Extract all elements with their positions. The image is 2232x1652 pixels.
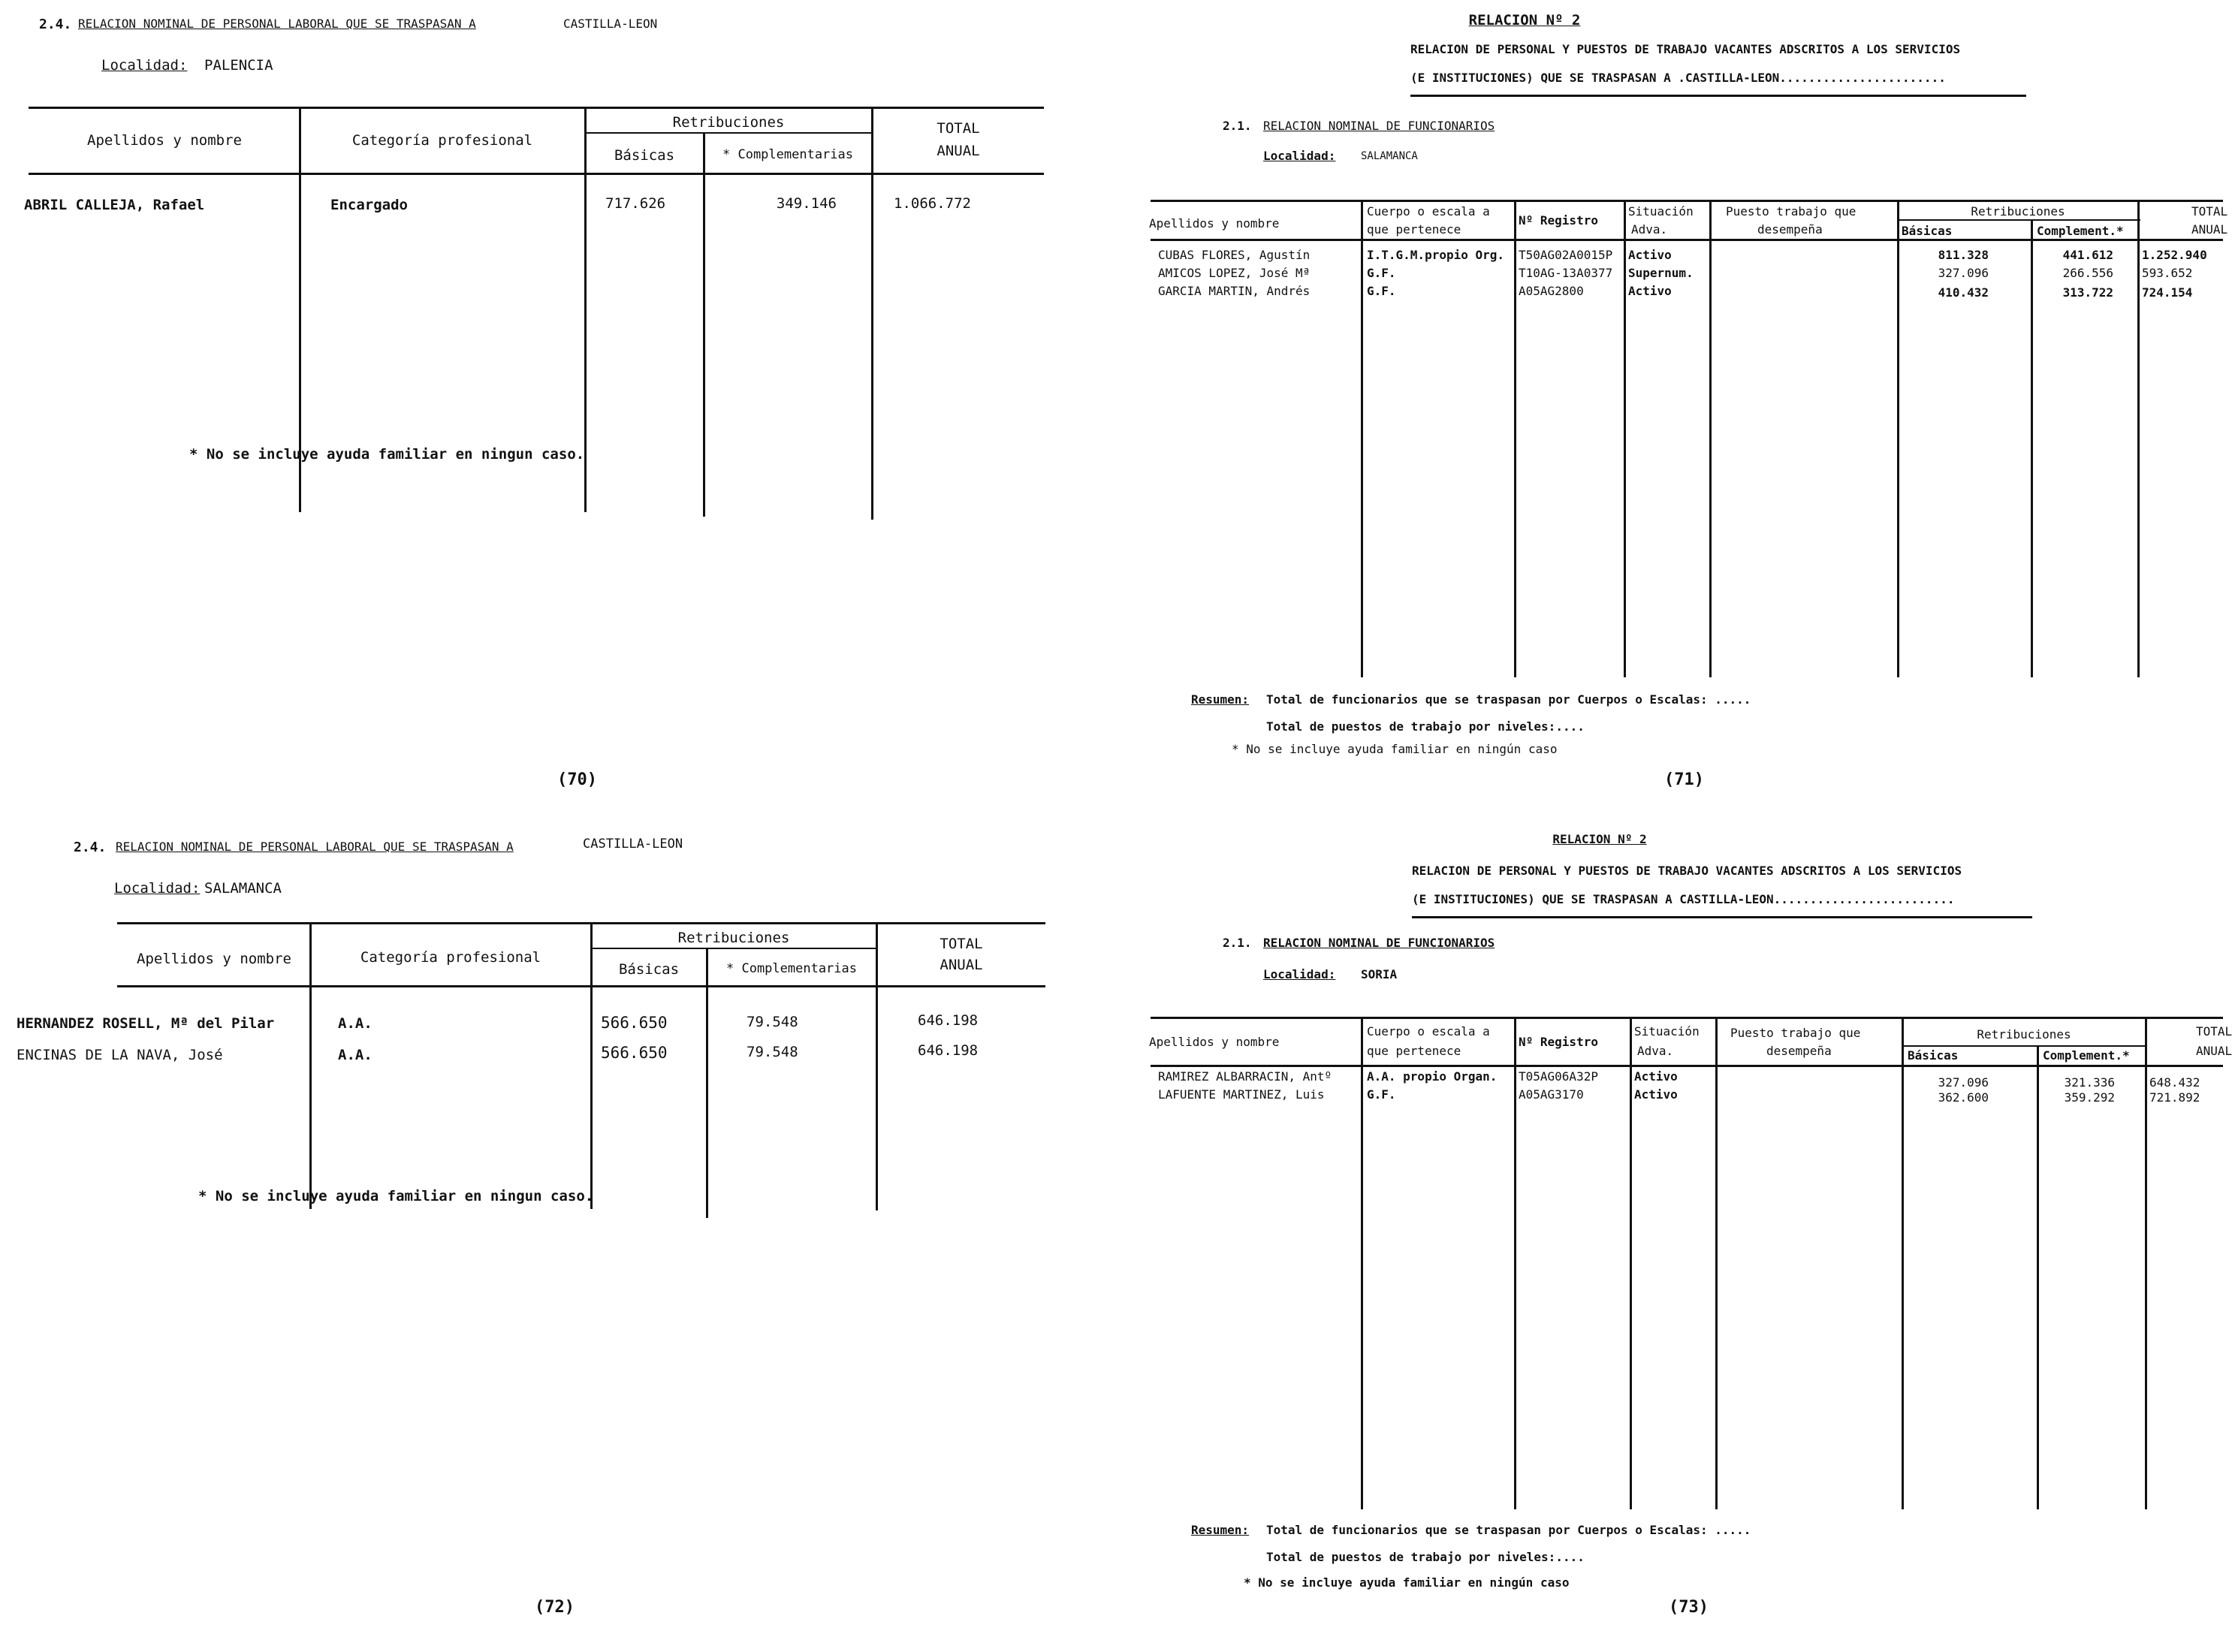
cell-complementarias: 266.556 xyxy=(2062,266,2113,280)
col-divider xyxy=(2031,219,2033,677)
col-divider xyxy=(2145,1017,2147,1509)
footnote: * No se incluye ayuda familiar en ningún caso xyxy=(1232,742,1558,756)
col-header-total-2: ANUAL xyxy=(2191,222,2228,237)
col-divider xyxy=(706,948,708,1218)
cell-total: 648.432 xyxy=(2149,1075,2200,1090)
cell-total: 593.652 xyxy=(2142,266,2193,280)
col-header-categoria: Categoría profesional xyxy=(360,949,541,966)
title-rule xyxy=(1410,95,2026,97)
retrib-rule xyxy=(584,132,871,134)
cell-registro: A05AG3170 xyxy=(1519,1087,1584,1102)
col-divider xyxy=(1709,200,1712,677)
col-divider xyxy=(1514,200,1516,677)
col-header-basicas: Básicas xyxy=(1908,1048,1959,1063)
sub-number: 2.1. xyxy=(1223,936,1252,950)
page-number: (72) xyxy=(535,1598,575,1617)
sub-heading: RELACION NOMINAL DE FUNCIONARIOS xyxy=(1263,119,1495,133)
cell-cuerpo: G.F. xyxy=(1367,1087,1396,1102)
locality-label: Localidad: xyxy=(1263,967,1336,981)
col-divider xyxy=(309,924,312,1209)
col-header-puesto-1: Puesto trabajo que xyxy=(1730,1026,1861,1040)
cell-basicas: 362.600 xyxy=(1938,1090,1989,1105)
resumen-label: Resumen: xyxy=(1191,692,1250,707)
col-header-puesto-2: desempeña xyxy=(1766,1044,1832,1058)
cell-registro: T10AG-13A0377 xyxy=(1519,266,1613,280)
col-divider xyxy=(1897,200,1899,677)
col-header-total-1: TOTAL xyxy=(940,936,983,952)
cell-complementarias: 79.548 xyxy=(747,1014,798,1030)
cell-total: 724.154 xyxy=(2142,285,2193,300)
cell-basicas: 811.328 xyxy=(1938,248,1989,262)
col-header-retribuciones: Retribuciones xyxy=(1971,204,2065,219)
relacion-title: RELACION Nº 2 xyxy=(1468,12,1581,29)
col-header-puesto-1: Puesto trabajo que xyxy=(1726,204,1856,219)
locality-value: SALAMANCA xyxy=(1361,150,1418,162)
col-header-cuerpo-2: que pertenece xyxy=(1367,222,1461,237)
cell-categoria: A.A. xyxy=(338,1047,373,1063)
cell-nombre: AMICOS LOPEZ, José Mª xyxy=(1158,266,1311,280)
table-header-rule xyxy=(117,985,1045,987)
cell-situacion: Activo xyxy=(1634,1069,1678,1084)
col-divider xyxy=(2037,1045,2039,1509)
table-header-rule xyxy=(1151,1065,2223,1067)
cell-situacion: Supernum. xyxy=(1628,266,1694,280)
col-header-cuerpo-1: Cuerpo o escala a xyxy=(1367,204,1490,219)
col-header-apellidos: Apellidos y nombre xyxy=(137,951,291,967)
table-header-rule xyxy=(1151,239,2223,241)
cell-registro: T05AG06A32P xyxy=(1519,1069,1598,1084)
cell-complementarias: 321.336 xyxy=(2064,1075,2115,1090)
cell-complementarias: 79.548 xyxy=(747,1044,798,1060)
title-line-2: (E INSTITUCIONES) QUE SE TRASPASAN A .CASTILLA-LEON....................... xyxy=(1410,71,1946,85)
table-top-rule xyxy=(1151,200,2223,202)
title-rule xyxy=(1412,916,2032,918)
title-line-1: RELACION DE PERSONAL Y PUESTOS DE TRABAJO VACANTES ADSCRITOS A LOS SERVICIOS xyxy=(1412,864,1962,878)
cell-cuerpo: G.F. xyxy=(1367,284,1396,298)
col-divider xyxy=(1624,200,1626,677)
cell-situacion: Activo xyxy=(1628,284,1672,298)
col-header-registro: Nº Registro xyxy=(1519,1035,1598,1049)
relacion-title: RELACION Nº 2 xyxy=(1552,832,1647,846)
col-header-basicas: Básicas xyxy=(614,147,675,164)
col-header-total-2: ANUAL xyxy=(937,143,980,159)
table-top-rule xyxy=(1151,1017,2223,1019)
col-divider xyxy=(584,107,587,512)
cell-nombre: HERNANDEZ ROSELL, Mª del Pilar xyxy=(17,1015,275,1032)
col-header-complementarias: * Complementarias xyxy=(726,961,857,976)
cell-total: 646.198 xyxy=(918,1042,979,1059)
col-header-cuerpo-1: Cuerpo o escala a xyxy=(1367,1024,1490,1039)
cell-registro: A05AG2800 xyxy=(1519,284,1584,298)
col-header-basicas: Básicas xyxy=(1902,224,1953,238)
cell-nombre: LAFUENTE MARTINEZ, Luis xyxy=(1158,1087,1325,1102)
locality-label: Localidad: xyxy=(1263,149,1336,163)
col-header-categoria: Categoría profesional xyxy=(351,132,533,149)
heading: RELACION NOMINAL DE PERSONAL LABORAL QUE SE TRASPASAN A xyxy=(116,840,514,854)
col-header-puesto-2: desempeña xyxy=(1757,222,1823,237)
sub-number: 2.1. xyxy=(1223,119,1252,133)
title-line-1: RELACION DE PERSONAL Y PUESTOS DE TRABAJO VACANTES ADSCRITOS A LOS SERVICIOS xyxy=(1410,42,1961,56)
page-number: (73) xyxy=(1669,1598,1709,1617)
col-header-retribuciones: Retribuciones xyxy=(677,930,790,946)
col-header-apellidos: Apellidos y nombre xyxy=(87,132,242,149)
col-header-situacion-2: Adva. xyxy=(1637,1044,1674,1058)
col-header-total-1: TOTAL xyxy=(2191,204,2228,219)
col-divider xyxy=(1902,1017,1904,1509)
col-header-complementarias: Complement.* xyxy=(2037,224,2124,238)
cell-basicas: 566.650 xyxy=(601,1044,668,1062)
col-divider xyxy=(1630,1017,1632,1509)
heading-destination: CASTILLA-LEON xyxy=(563,17,658,31)
table-top-rule xyxy=(117,922,1045,924)
table-top-rule xyxy=(29,107,1044,109)
cell-categoria: Encargado xyxy=(330,197,408,213)
col-header-apellidos: Apellidos y nombre xyxy=(1149,216,1280,231)
col-divider xyxy=(703,132,705,517)
cell-situacion: Activo xyxy=(1634,1087,1678,1102)
col-divider xyxy=(1361,1017,1363,1509)
cell-basicas: 410.432 xyxy=(1938,285,1989,300)
footnote: * No se incluye ayuda familiar en ningun caso. xyxy=(198,1188,594,1204)
col-header-situacion-1: Situación xyxy=(1634,1024,1700,1039)
col-header-apellidos: Apellidos y nombre xyxy=(1149,1035,1280,1049)
col-header-total-1: TOTAL xyxy=(937,120,980,137)
locality-label: Localidad: xyxy=(114,880,201,897)
cell-total: 1.252.940 xyxy=(2142,248,2207,262)
col-header-total-2: ANUAL xyxy=(2196,1044,2232,1058)
locality-value: PALENCIA xyxy=(204,57,273,74)
cell-complementarias: 349.146 xyxy=(776,195,837,212)
col-divider xyxy=(1715,1017,1718,1509)
cell-registro: T50AG02A0015P xyxy=(1519,248,1613,262)
col-header-retribuciones: Retribuciones xyxy=(672,114,785,131)
heading-number: 2.4. xyxy=(39,17,72,32)
heading: RELACION NOMINAL DE PERSONAL LABORAL QUE SE TRASPASAN A xyxy=(78,17,476,31)
footnote: * No se incluye ayuda familiar en ningun caso. xyxy=(189,446,585,463)
cell-cuerpo: G.F. xyxy=(1367,266,1396,280)
cell-total: 1.066.772 xyxy=(894,195,971,212)
cell-total: 646.198 xyxy=(918,1012,979,1029)
locality-value: SALAMANCA xyxy=(204,880,282,897)
resumen-line-2: Total de puestos de trabajo por niveles:.... xyxy=(1266,719,1585,734)
page-number: (70) xyxy=(557,770,597,789)
col-divider xyxy=(2137,200,2140,677)
col-header-total-1: TOTAL xyxy=(2196,1024,2232,1039)
heading-number: 2.4. xyxy=(74,840,107,855)
cell-cuerpo: I.T.G.M.propio Org. xyxy=(1367,248,1505,262)
col-divider xyxy=(1514,1017,1516,1509)
footnote: * No se incluye ayuda familiar en ningún caso xyxy=(1244,1575,1570,1590)
page-number: (71) xyxy=(1664,770,1704,789)
cell-basicas: 327.096 xyxy=(1938,1075,1989,1090)
title-line-2: (E INSTITUCIONES) QUE SE TRASPASAN A CASTILLA-LEON......................... xyxy=(1412,892,1955,906)
cell-cuerpo: A.A. propio Organ. xyxy=(1367,1069,1498,1084)
col-header-complementarias: * Complementarias xyxy=(722,147,853,162)
col-header-cuerpo-2: que pertenece xyxy=(1367,1044,1461,1058)
cell-nombre: RAMIREZ ALBARRACIN, Antº xyxy=(1158,1069,1332,1084)
col-header-complementarias: Complement.* xyxy=(2043,1048,2130,1063)
resumen-line-2: Total de puestos de trabajo por niveles:.... xyxy=(1266,1550,1585,1564)
col-header-basicas: Básicas xyxy=(618,961,680,978)
retrib-rule xyxy=(590,948,876,949)
cell-total: 721.892 xyxy=(2149,1090,2200,1105)
locality-value: SORIA xyxy=(1361,967,1398,981)
table-header-rule xyxy=(29,173,1044,175)
heading-destination: CASTILLA-LEON xyxy=(583,837,683,852)
cell-situacion: Activo xyxy=(1628,248,1672,262)
retrib-rule xyxy=(1897,219,2140,221)
cell-basicas: 327.096 xyxy=(1938,266,1989,280)
col-header-retribuciones: Retribuciones xyxy=(1977,1027,2071,1042)
cell-basicas: 566.650 xyxy=(601,1014,668,1032)
locality-label: Localidad: xyxy=(101,57,188,74)
cell-complementarias: 441.612 xyxy=(2062,248,2113,262)
cell-nombre: CUBAS FLORES, Agustín xyxy=(1158,248,1311,262)
col-header-total-2: ANUAL xyxy=(940,957,983,973)
cell-complementarias: 313.722 xyxy=(2062,285,2113,300)
cell-basicas: 717.626 xyxy=(605,195,666,212)
resumen-line-1: Total de funcionarios que se traspasan por Cuerpos o Escalas: ..... xyxy=(1266,692,1751,707)
cell-nombre: GARCIA MARTIN, Andrés xyxy=(1158,284,1311,298)
retrib-rule xyxy=(1902,1045,2145,1047)
cell-categoria: A.A. xyxy=(338,1015,373,1032)
sub-heading: RELACION NOMINAL DE FUNCIONARIOS xyxy=(1263,936,1495,950)
col-header-situacion-2: Adva. xyxy=(1631,222,1668,237)
col-header-situacion-1: Situación xyxy=(1628,204,1694,219)
resumen-label: Resumen: xyxy=(1191,1523,1250,1537)
cell-nombre: ABRIL CALLEJA, Rafael xyxy=(24,197,205,213)
col-header-registro: Nº Registro xyxy=(1519,213,1598,228)
col-divider xyxy=(871,107,873,520)
cell-nombre: ENCINAS DE LA NAVA, José xyxy=(17,1047,223,1063)
resumen-line-1: Total de funcionarios que se traspasan por Cuerpos o Escalas: ..... xyxy=(1266,1523,1751,1537)
cell-complementarias: 359.292 xyxy=(2064,1090,2115,1105)
col-divider xyxy=(1361,200,1363,677)
